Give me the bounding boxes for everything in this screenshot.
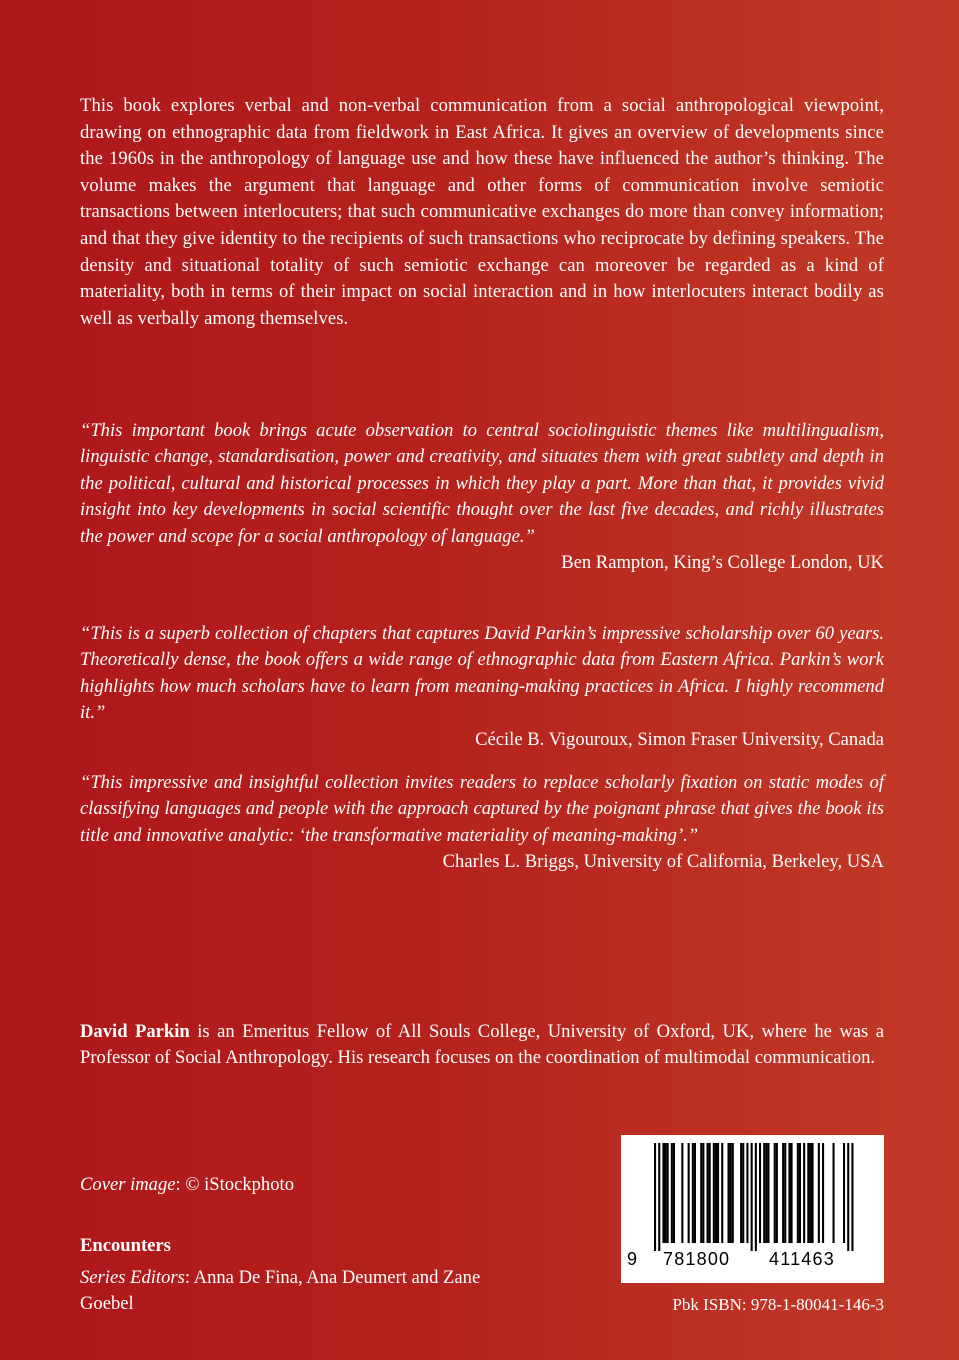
barcode-bar [730, 1143, 732, 1243]
barcode-bars [643, 1143, 865, 1255]
barcode-bar [728, 1143, 730, 1243]
review-3 [80, 770, 884, 876]
barcode-bar [799, 1143, 801, 1243]
barcode-bar [694, 1143, 696, 1243]
barcode-bar [667, 1143, 669, 1243]
book-description: This book explores verbal and non-verbal communication from a social anthropological viewpoint, drawing on ethnographic data from fieldwork in East Africa. It gives an overview of developments since the 1960s in the anthropology of language use and how these have influenced the author’s thinking. The volume makes the argument that language and other forms of communication involve semiotic transactions between interlocuters; that such communicative exchanges do more than convey information; and that they give identity to the recipients of such transactions who reciprocate by defining speakers. The density and situational totality of such semiotic exchange can moreover be regarded as a kind of materiality, both in terms of their impact on social interaction and in how interlocuters interact bodily as well as verbally among themselves. [80, 95, 884, 329]
barcode-bar [673, 1143, 675, 1243]
barcode-bar [803, 1143, 805, 1243]
review-quote: “This impressive and insightful collection invites readers to replace scholarly fixation on static modes of classifying languages and people with the approach captured by the poignant phrase that gives the book its title and innovative analytic: ‘the transformative materiality of meaning-making’.” [80, 772, 884, 846]
barcode-bar [822, 1143, 824, 1243]
barcode-bar [671, 1143, 673, 1243]
review-attribution: Charles L. Briggs, University of California, Berkeley, USA [442, 851, 884, 873]
series-title: Encounters [80, 1235, 171, 1256]
barcode-bar [788, 1143, 790, 1243]
barcode-bar [784, 1143, 786, 1243]
series-editors-text: : Anna De Fina, Ana Deumert and Zane Goebel [80, 1267, 481, 1315]
review-quote: “This is a superb collection of chapters that captures David Parkin’s impressive scholarship over 60 years. Theoretically dense, the book offers a wide range of ethnographic data from Eastern Africa. Parkin’s work highlights how much scholars have to learn from meaning-making practices in Africa. I highly recommend it.” [80, 623, 884, 724]
barcode-bar [713, 1143, 715, 1243]
review-2 [80, 621, 884, 753]
barcode-bar [765, 1143, 767, 1243]
barcode-bar [692, 1143, 694, 1243]
barcode-bar [759, 1143, 761, 1243]
barcode-bar [812, 1143, 814, 1243]
barcode-bar [776, 1143, 778, 1243]
barcode-bar [717, 1143, 719, 1243]
barcode-digits-right: 411463 [769, 1249, 835, 1269]
barcode-bar [742, 1143, 744, 1243]
barcode-bar [818, 1143, 820, 1243]
barcode-bar [851, 1143, 853, 1251]
barcode-bar [732, 1143, 734, 1243]
barcode-bar [767, 1143, 769, 1243]
cover-credit-text: : © iStockphoto [175, 1174, 294, 1195]
barcode-bar [721, 1143, 723, 1243]
barcode-bar [782, 1143, 784, 1243]
barcode-bar [688, 1143, 690, 1243]
barcode-bar [847, 1143, 849, 1251]
author-bio [80, 1019, 884, 1072]
barcode-bar [702, 1143, 704, 1243]
barcode-bar [658, 1143, 660, 1251]
review-attribution: Cécile B. Vigouroux, Simon Fraser University, Canada [475, 728, 884, 750]
isbn: Pbk ISBN: 978-1-80041-146-3 [672, 1295, 884, 1314]
barcode-bar [833, 1143, 835, 1243]
barcode-bar [807, 1143, 809, 1243]
barcode-bar [700, 1143, 702, 1243]
barcode-digits [621, 1249, 884, 1275]
barcode-bar [809, 1143, 811, 1243]
cover-credit [80, 1172, 294, 1198]
author-bio-text: is an Emeritus Fellow of All Souls College, University of Oxford, UK, where he was a Professor of Social Anthropology. His research focuses on the coordination of multimodal communication. [80, 1021, 884, 1069]
author-name: David Parkin [80, 1021, 190, 1042]
barcode-bar [791, 1143, 793, 1243]
barcode-bar [763, 1143, 765, 1243]
barcode-bar [843, 1143, 845, 1243]
barcode-bar [746, 1143, 748, 1243]
review-1 [80, 418, 884, 576]
barcode-bar [797, 1143, 799, 1243]
barcode-bar [774, 1143, 776, 1243]
barcode-bar [755, 1143, 757, 1251]
barcode-bar [665, 1143, 667, 1243]
barcode-bar [715, 1143, 717, 1243]
barcode-digits-left: 781800 [663, 1249, 731, 1269]
cover-credit-label: Cover image [80, 1174, 176, 1195]
barcode-bar [662, 1143, 664, 1243]
barcode-bar [707, 1143, 709, 1243]
barcode-bar [681, 1143, 683, 1243]
barcode-bar [740, 1143, 742, 1243]
review-quote: “This important book brings acute observation to central sociolinguistic themes like multilingualism, linguistic change, standardisation, power and creativity, and situates them with great subtlety and depth in the political, cultural and historical processes in which they play a part. More than that, it provides vivid insight into key developments in social scientific thought over the last five decades, and richly illustrates the power and scope for a social anthropology of language.” [80, 420, 884, 547]
series-editors [80, 1265, 500, 1318]
barcode-bar [709, 1143, 711, 1243]
series-editors-label: Series Editors [80, 1267, 185, 1288]
barcode-digit-first: 9 [627, 1249, 639, 1269]
barcode [621, 1135, 884, 1283]
barcode-bar [751, 1143, 753, 1251]
barcode-bar [654, 1143, 656, 1251]
review-attribution: Ben Rampton, King’s College London, UK [561, 552, 884, 574]
